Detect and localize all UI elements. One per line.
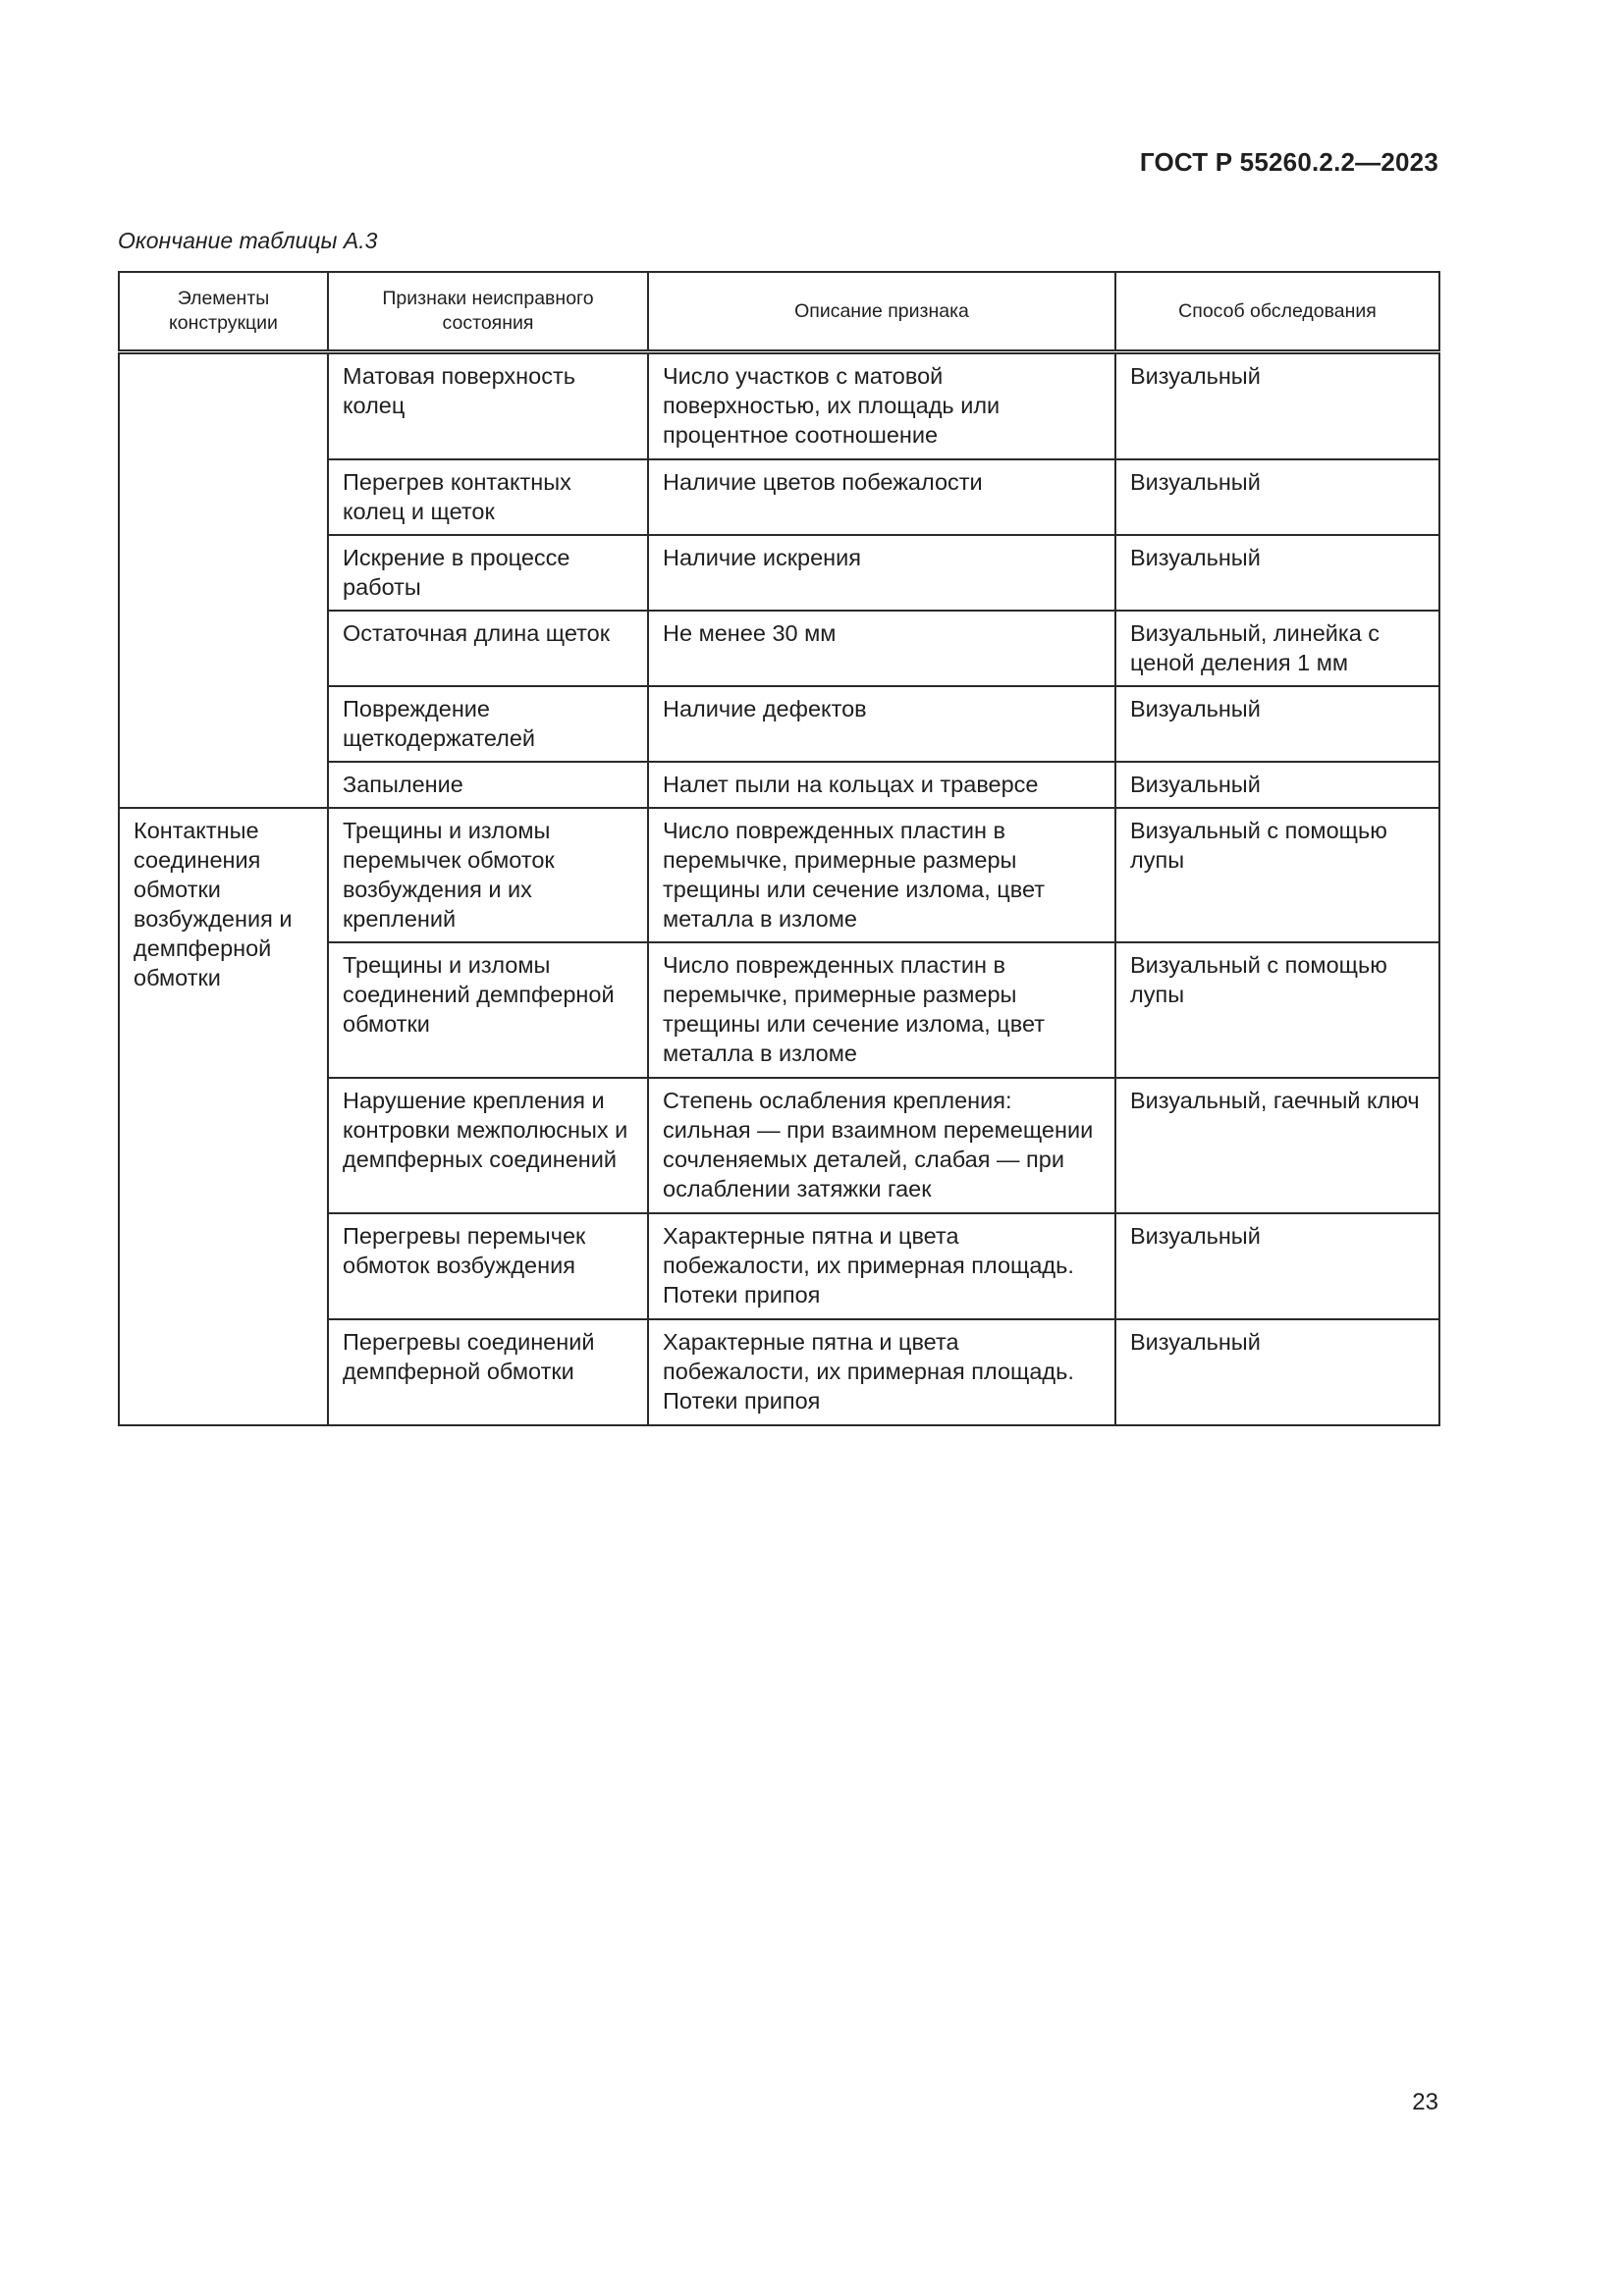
description-cell: Не менее 30 мм: [648, 611, 1115, 686]
method-cell: Визуальный: [1115, 762, 1439, 808]
method-cell: Визуальный: [1115, 352, 1439, 460]
inspection-table: [118, 271, 1440, 1426]
description-cell: Характерные пятна и цвета побежалости, их примерная площадь. Потеки припоя: [648, 1213, 1115, 1319]
description-cell: Характерные пятна и цвета побежалости, их примерная площадь. Потеки припоя: [648, 1319, 1115, 1425]
description-cell: Степень ослабления крепления: сильная — при взаимном перемещении сочленяемых деталей, слабая — при ослаблении затяжки гаек: [648, 1078, 1115, 1213]
method-cell: Визуальный, линейка с ценой деления 1 мм: [1115, 611, 1439, 686]
table-caption: Окончание таблицы А.3: [118, 228, 378, 253]
description-cell: Число участков с матовой поверхностью, их площадь или процентное соотношение: [648, 352, 1115, 460]
sign-cell: Перегревы перемычек обмоток возбуждения: [328, 1213, 648, 1319]
description-cell: Налет пыли на кольцах и траверсе: [648, 762, 1115, 808]
sign-cell: Трещины и изломы перемычек обмоток возбуждения и их креплений: [328, 808, 648, 942]
method-cell: Визуальный: [1115, 686, 1439, 762]
column-header: Признаки неисправного состояния: [328, 272, 648, 352]
method-cell: Визуальный: [1115, 535, 1439, 611]
description-cell: Число поврежденных пластин в перемычке, примерные размеры трещины или сечение излома, цвет металла в изломе: [648, 808, 1115, 942]
table-header-row: [119, 272, 1439, 352]
sign-cell: Повреждение щеткодержателей: [328, 686, 648, 762]
description-cell: Наличие искрения: [648, 535, 1115, 611]
method-cell: Визуальный: [1115, 1213, 1439, 1319]
sign-cell: Перегревы соединений демпферной обмотки: [328, 1319, 648, 1425]
column-header: Способ обследования: [1115, 272, 1439, 352]
sign-cell: Матовая поверхность колец: [328, 352, 648, 460]
description-cell: Наличие цветов побежалости: [648, 459, 1115, 535]
page-number: 23: [1412, 2089, 1438, 2115]
table-row: [119, 352, 1439, 460]
method-cell: Визуальный с помощью лупы: [1115, 808, 1439, 942]
table-row: [119, 808, 1439, 942]
element-cell: Контактные соединения обмотки возбуждения и демпферной обмотки: [119, 808, 328, 1425]
sign-cell: Запыление: [328, 762, 648, 808]
description-cell: Число поврежденных пластин в перемычке, примерные размеры трещины или сечение излома, цвет металла в изломе: [648, 942, 1115, 1078]
element-cell: [119, 352, 328, 809]
sign-cell: Нарушение крепления и контровки межполюсных и демпферных соединений: [328, 1078, 648, 1213]
sign-cell: Перегрев контактных колец и щеток: [328, 459, 648, 535]
document-code: ГОСТ Р 55260.2.2—2023: [1139, 147, 1438, 177]
description-cell: Наличие дефектов: [648, 686, 1115, 762]
method-cell: Визуальный, гаечный ключ: [1115, 1078, 1439, 1213]
column-header: Описание признака: [648, 272, 1115, 352]
sign-cell: Трещины и изломы соединений демпферной обмотки: [328, 942, 648, 1078]
sign-cell: Остаточная длина щеток: [328, 611, 648, 686]
sign-cell: Искрение в процессе работы: [328, 535, 648, 611]
method-cell: Визуальный: [1115, 459, 1439, 535]
method-cell: Визуальный с помощью лупы: [1115, 942, 1439, 1078]
column-header: Элементы конструкции: [119, 272, 328, 352]
method-cell: Визуальный: [1115, 1319, 1439, 1425]
